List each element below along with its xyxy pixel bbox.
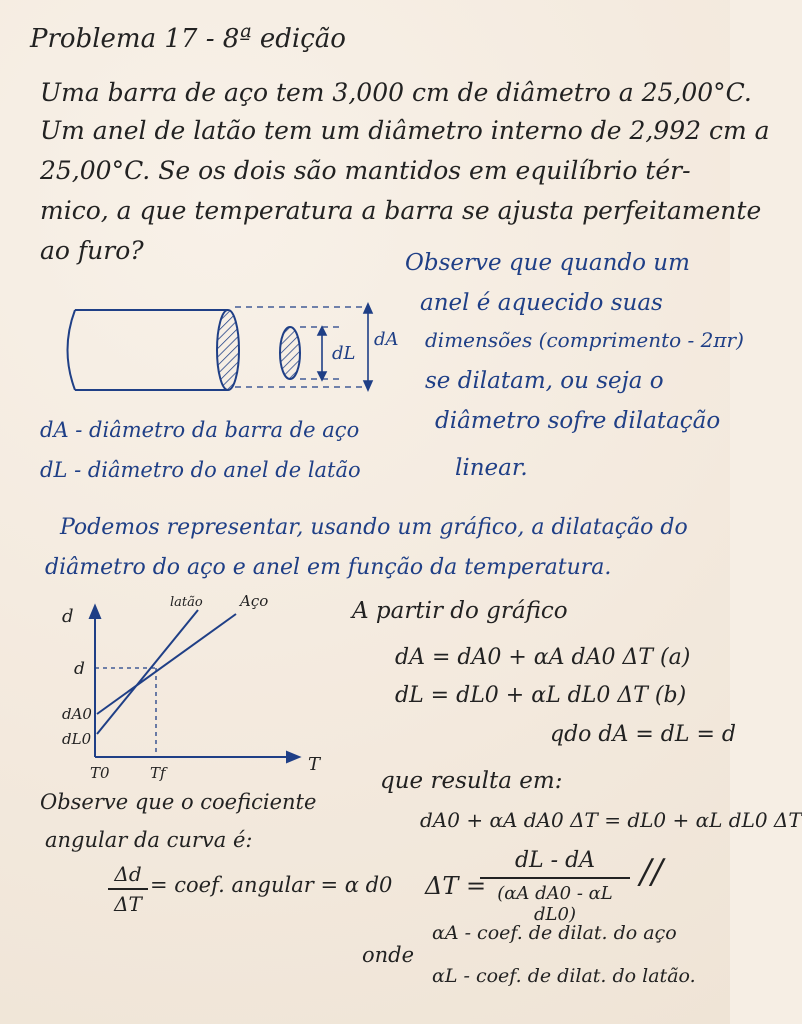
slope-note-line-2: angular da curva é: — [45, 828, 253, 852]
delta-t-numerator: dL - dA — [480, 848, 630, 879]
label-dl: dL — [332, 343, 356, 364]
slope-denominator: ΔT — [114, 892, 142, 916]
brass-ring — [280, 327, 300, 379]
tick-da0: dA0 — [62, 705, 92, 723]
problem-line-3: 25,00°C. Se os dois são mantidos em equilíbrio tér- — [40, 156, 691, 185]
delta-t-denominator: (αA dA0 - αL dL0) — [497, 883, 613, 925]
tick-tf: Tf — [150, 764, 166, 782]
graph-intro-line-1: Podemos representar, usando um gráfico, a dilatação do — [60, 515, 688, 540]
from-graph-label: A partir do gráfico — [352, 598, 568, 624]
tick-dl0: dL0 — [62, 730, 92, 748]
where-alpha-l: αL - coef. de dilat. do latão. — [432, 965, 696, 987]
bar-ring-sketch — [50, 295, 399, 405]
label-aco: Aço — [240, 592, 269, 610]
final-answer-mark: // — [640, 852, 663, 892]
slope-rhs: = coef. angular = α d0 — [150, 873, 393, 897]
delta-t-lhs: ΔT = — [425, 872, 487, 900]
y-axis-label: d — [62, 606, 74, 627]
line-latao — [97, 610, 198, 734]
label-da: dA — [374, 329, 399, 350]
tick-t0: T0 — [90, 764, 110, 782]
slope-note-line-1: Observe que o coeficiente — [40, 790, 317, 814]
where-alpha-a: αA - coef. de dilat. do aço — [432, 922, 677, 944]
observe-line-4: se dilatam, ou seja o — [425, 368, 664, 394]
equation-condition: qdo dA = dL = d — [550, 722, 736, 747]
problem-line-5: ao furo? — [40, 236, 144, 265]
steel-bar — [68, 310, 240, 390]
results-label: que resulta em: — [380, 768, 563, 794]
legend-da: dA - diâmetro da barra de aço — [40, 418, 360, 442]
problem-line-4: mico, a que temperatura a barra se ajusta perfeitamente — [40, 196, 762, 225]
slope-fraction — [108, 862, 148, 916]
observe-line-2: anel é aquecido suas — [420, 290, 663, 316]
observe-line-3: dimensões (comprimento - 2πr) — [425, 328, 744, 352]
observe-line-1: Observe que quando um — [405, 250, 690, 276]
observe-line-6: linear. — [455, 455, 528, 481]
label-latao: latão — [170, 595, 203, 610]
problem-line-1: Uma barra de aço tem 3,000 cm de diâmetro a 25,00°C. — [40, 78, 752, 107]
legend-dl: dL - diâmetro do anel de latão — [40, 458, 361, 482]
x-axis-label: T — [308, 754, 321, 775]
tick-d: d — [74, 659, 85, 679]
equation-a: dA = dA0 + αA dA0 ΔT (a) — [395, 645, 691, 670]
page-title: Problema 17 - 8ª edição — [30, 24, 346, 54]
equation-b: dL = dL0 + αL dL0 ΔT (b) — [395, 683, 687, 708]
dilation-graph — [50, 592, 350, 782]
slope-numerator: Δd — [108, 862, 148, 890]
equation-combined: dA0 + αA dA0 ΔT = dL0 + αL dL0 ΔT — [420, 808, 802, 832]
delta-t-fraction — [480, 848, 630, 925]
line-aco — [97, 614, 236, 714]
graph-intro-line-2: diâmetro do aço e anel em função da temperatura. — [45, 555, 612, 580]
observe-line-5: diâmetro sofre dilatação — [435, 408, 721, 434]
where-label: onde — [362, 943, 415, 967]
problem-line-2: Um anel de latão tem um diâmetro interno de 2,992 cm a — [40, 116, 770, 145]
